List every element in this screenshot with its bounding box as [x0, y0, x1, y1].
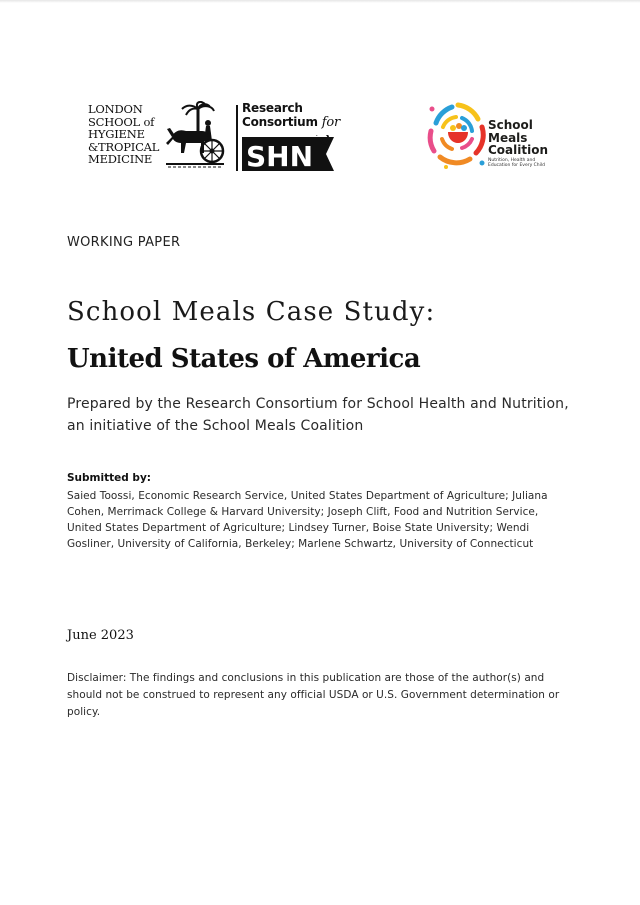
title-line-2: United States of America — [67, 344, 421, 374]
shn-banner-icon — [242, 135, 340, 173]
document-type-label: WORKING PAPER — [67, 235, 181, 250]
prepared-by-text: Prepared by the Research Consortium for School Health and Nutrition, an initiative of the School Meals Coalition — [67, 396, 569, 434]
submitted-by-authors: Saied Toossi, Economic Research Service, United States Department of Agriculture; Juliana Cohen, Merrimack College & Harvard University; Joseph Clift, Food and Nutrition Service, United States Department of Agriculture; Lindsey Turner, Boise State University; Wendi Gosliner, University of California, Berkeley; Marlene Schwartz, University of Connecticut — [67, 490, 548, 550]
smc-wordmark — [488, 119, 548, 157]
smc-logo — [426, 101, 566, 173]
smc-name-line-1: School — [488, 118, 533, 132]
lshtm-logo — [88, 103, 238, 173]
shn-line-2-b: for — [321, 115, 341, 130]
lshtm-line-2: SCHOOL of — [88, 114, 155, 129]
smc-tagline-line-2: Education for Every Child — [488, 163, 546, 169]
smc-tagline-line-1: Nutrition, Health and — [488, 158, 536, 163]
lshtm-line-3: HYGIENE — [88, 127, 145, 142]
shn-line-2 — [242, 115, 342, 130]
disclaimer-text: Disclaimer: The findings and conclusions in this publication are those of the author(s) and should not be construed to represent any official USDA or U.S. Government determination or policy. — [67, 672, 560, 718]
smc-tagline — [488, 158, 548, 169]
lshtm-crest-icon — [164, 101, 228, 171]
submitted-by-label: Submitted by: — [67, 472, 151, 484]
smc-emblem-icon — [426, 101, 488, 173]
lshtm-wordmark — [88, 103, 163, 166]
shn-line-2-a: Consortium — [242, 115, 322, 129]
smc-name-line-2: Meals — [488, 130, 528, 145]
lshtm-line-5: MEDICINE — [88, 152, 153, 167]
title-line-1: School Meals Case Study: — [67, 297, 436, 327]
shn-line-1: Research — [242, 101, 303, 115]
logo-divider — [236, 105, 238, 171]
smc-name-line-3: Coalition — [488, 143, 549, 157]
page-top-shadow — [0, 0, 640, 3]
lshtm-line-4: &TROPICAL — [88, 139, 160, 154]
lshtm-line-1: LONDON — [88, 102, 143, 116]
publication-date: June 2023 — [67, 628, 134, 643]
shn-logo — [242, 101, 342, 173]
shn-banner-text: SHN — [246, 140, 314, 173]
